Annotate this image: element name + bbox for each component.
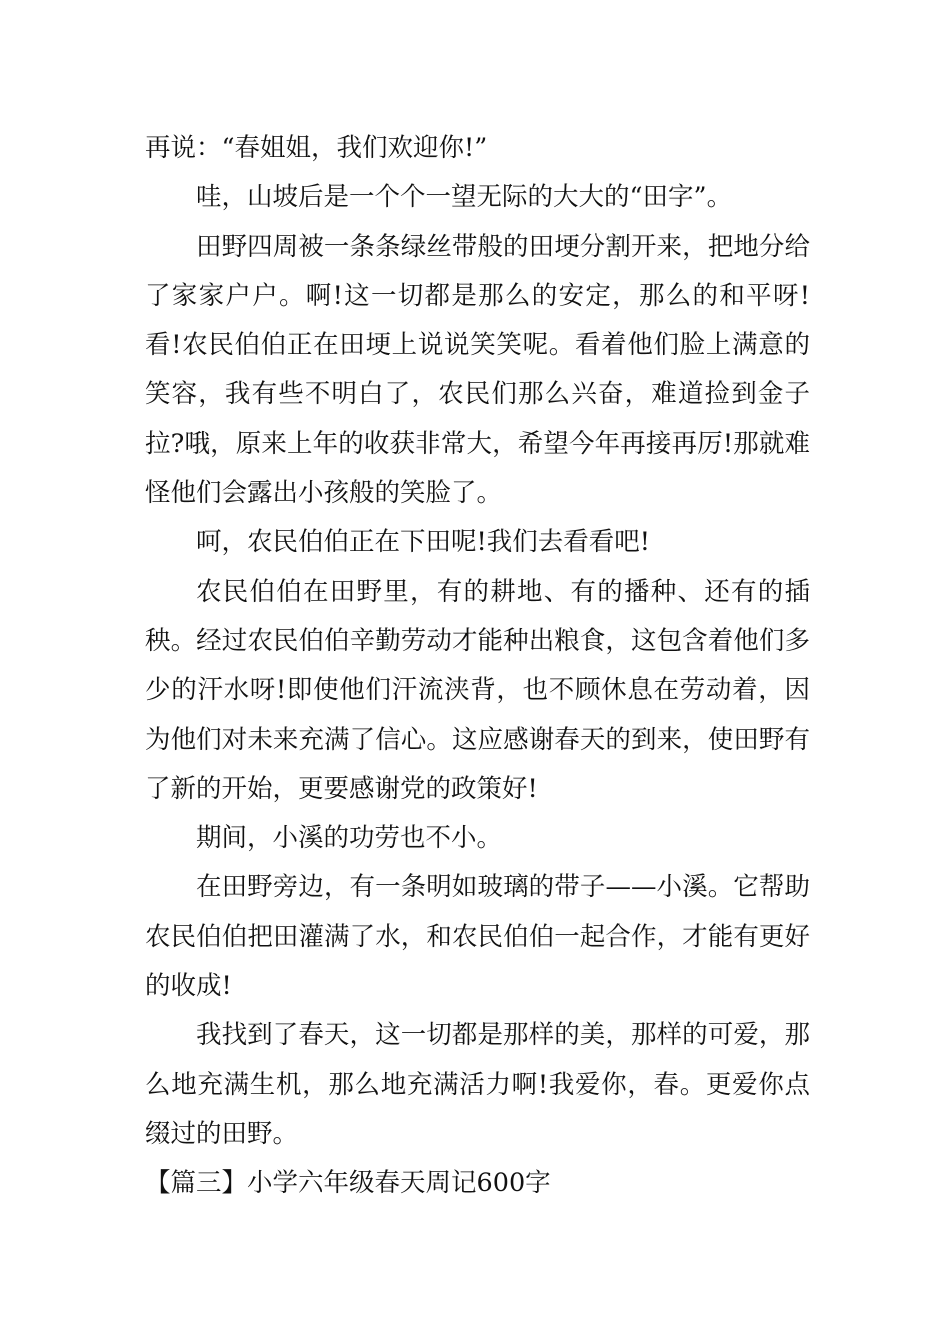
paragraph-4: 呵，农民伯伯正在下田呢!我们去看看吧! <box>196 527 650 558</box>
paragraph-2: 哇，山坡后是一个个一望无际的大大的“田字”。 <box>196 182 733 213</box>
paragraph-3: 田野四周被一条条绿丝带般的田埂分割开来，把地分给了家家户户。啊!这一切都是那么的安定，那么的和平呀!看!农民伯伯正在田埂上说说笑笑呢。看着他们脸上满意的笑容，我有些不明白了，农民们那么兴奋，难道捡到金子拉?哦，原来上年的收获非常大，希望今年再接再厉!那就难怪他们会露出小孩般的笑脸了。 <box>145 231 810 509</box>
paragraph-6: 期间，小溪的功劳也不小。 <box>196 823 503 854</box>
paragraph-1: 再说：“春姐姐，我们欢迎你!” <box>145 133 488 163</box>
document-body <box>145 124 810 1209</box>
section-heading: 【篇三】小学六年级春天周记600字 <box>145 1168 551 1199</box>
paragraph-5: 农民伯伯在田野里，有的耕地、有的播种、还有的插秧。经过农民伯伯辛勤劳动才能种出粮食，这包含着他们多少的汗水呀!即使他们汗流浃背，也不顾休息在劳动着，因为他们对未来充满了信心。这应感谢春天的到来，使田野有了新的开始，更要感谢党的政策好! <box>145 576 810 804</box>
paragraph-8: 我找到了春天，这一切都是那样的美，那样的可爱，那么地充满生机，那么地充满活力啊!我爱你，春。更爱你点缀过的田野。 <box>145 1020 810 1149</box>
paragraph-7: 在田野旁边，有一条明如玻璃的带子——小溪。它帮助农民伯伯把田灌满了水，和农民伯伯一起合作，才能有更好的收成! <box>145 872 810 1002</box>
